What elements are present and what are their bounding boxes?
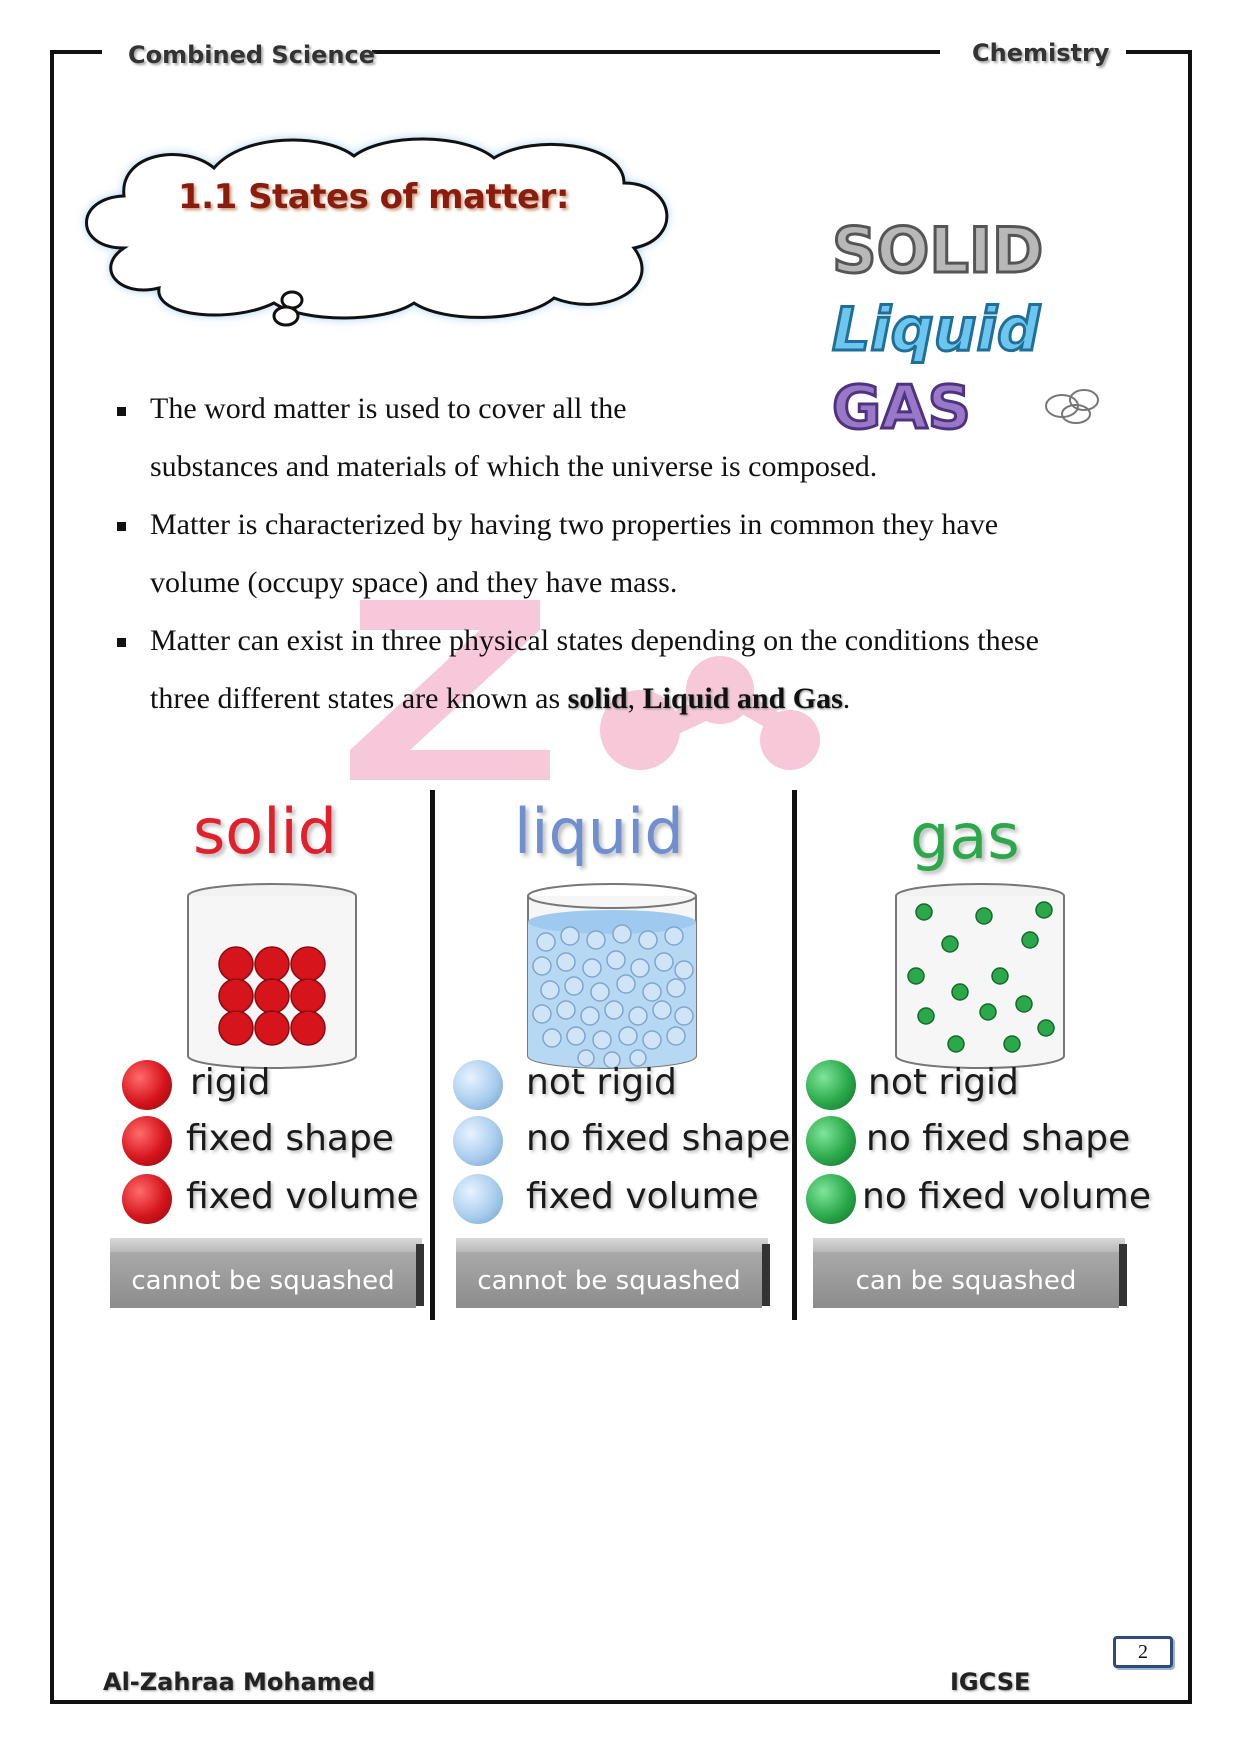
solid-beaker: [172, 880, 372, 1080]
header-subject: Combined Science: [128, 41, 376, 69]
gas-prop-rigid: not rigid: [868, 1062, 1019, 1103]
frame-left: [50, 52, 54, 1704]
red-dot-icon: [122, 1116, 172, 1166]
state-title-gas: gas: [910, 800, 1020, 873]
frame-top-left: [50, 50, 102, 54]
gas-squash-bar: [813, 1238, 1125, 1308]
bar-side: [1119, 1244, 1127, 1306]
page-number: 2: [1113, 1636, 1173, 1668]
green-dot-icon: [806, 1060, 856, 1110]
bar-top: [813, 1238, 1125, 1252]
section-title: 1.1 States of matter:: [178, 177, 569, 217]
solid-prop-rigid: rigid: [190, 1062, 271, 1103]
gas-prop-shape: no fixed shape: [866, 1118, 1131, 1159]
liquid-prop-shape: no fixed shape: [526, 1118, 791, 1159]
wordart-gas-text: GAS: [832, 373, 971, 440]
bold-solid: solid: [567, 682, 628, 715]
green-dot-icon: [806, 1116, 856, 1166]
bullet-marker: [117, 638, 126, 647]
states-wordart-image: [822, 210, 1112, 440]
solid-prop-volume: fixed volume: [186, 1176, 419, 1217]
bullet-3-line-1: Matter can exist in three physical states depending on the conditions these: [150, 624, 1039, 657]
blue-dot-icon: [453, 1116, 503, 1166]
bar-side: [762, 1244, 770, 1306]
bullet-3-comma: ,: [627, 682, 643, 715]
liquid-squash-bar: [456, 1238, 768, 1308]
liquid-prop-volume: fixed volume: [526, 1176, 759, 1217]
bullet-3-end: .: [842, 682, 851, 715]
blue-dot-icon: [453, 1174, 503, 1224]
state-title-solid: solid: [193, 795, 338, 868]
wordart-solid-text: SOLID: [832, 214, 1044, 287]
gas-squash-label: can be squashed: [855, 1266, 1077, 1296]
solid-squash-label: cannot be squashed: [131, 1266, 395, 1296]
bar-top: [110, 1238, 422, 1252]
header-course: Chemistry: [972, 39, 1110, 67]
frame-top-right: [1126, 50, 1192, 54]
bullet-3-line-2: [150, 682, 850, 716]
footer-author: Al-Zahraa Mohamed: [103, 1668, 376, 1696]
bar-top: [456, 1238, 768, 1252]
liquid-beaker: [512, 880, 712, 1080]
red-dot-icon: [122, 1060, 172, 1110]
footer-level: IGCSE: [950, 1668, 1031, 1696]
liquid-prop-rigid: not rigid: [526, 1062, 677, 1103]
blue-dot-icon: [453, 1060, 503, 1110]
thought-cloud: [64, 128, 698, 328]
column-divider: [792, 790, 797, 1320]
bullet-marker: [117, 522, 126, 531]
bullet-2-line-1: Matter is characterized by having two properties in common they have: [150, 508, 999, 541]
frame-top-middle: [372, 50, 940, 54]
bar-side: [416, 1244, 424, 1306]
frame-bottom: [50, 1700, 1192, 1704]
solid-prop-shape: fixed shape: [186, 1118, 394, 1159]
gas-beaker: [880, 880, 1080, 1080]
liquid-squash-label: cannot be squashed: [477, 1266, 741, 1296]
solid-squash-bar: [110, 1238, 422, 1308]
green-dot-icon: [806, 1174, 856, 1224]
bullet-1-line-1: The word matter is used to cover all the: [150, 392, 627, 425]
red-dot-icon: [122, 1174, 172, 1224]
gas-prop-volume: no fixed volume: [862, 1176, 1151, 1217]
bold-liquid-gas: Liquid and Gas: [642, 682, 843, 715]
bullet-2-line-2: volume (occupy space) and they have mass.: [150, 566, 678, 599]
frame-right: [1188, 52, 1192, 1704]
bullet-marker: [117, 407, 126, 416]
bullet-1-line-2: substances and materials of which the universe is composed.: [150, 450, 878, 483]
bullet-3-line-2-prefix: three different states are known as: [150, 682, 568, 715]
column-divider: [430, 790, 435, 1320]
wordart-liquid-text: Liquid: [832, 295, 1040, 365]
state-title-liquid: liquid: [514, 795, 684, 868]
